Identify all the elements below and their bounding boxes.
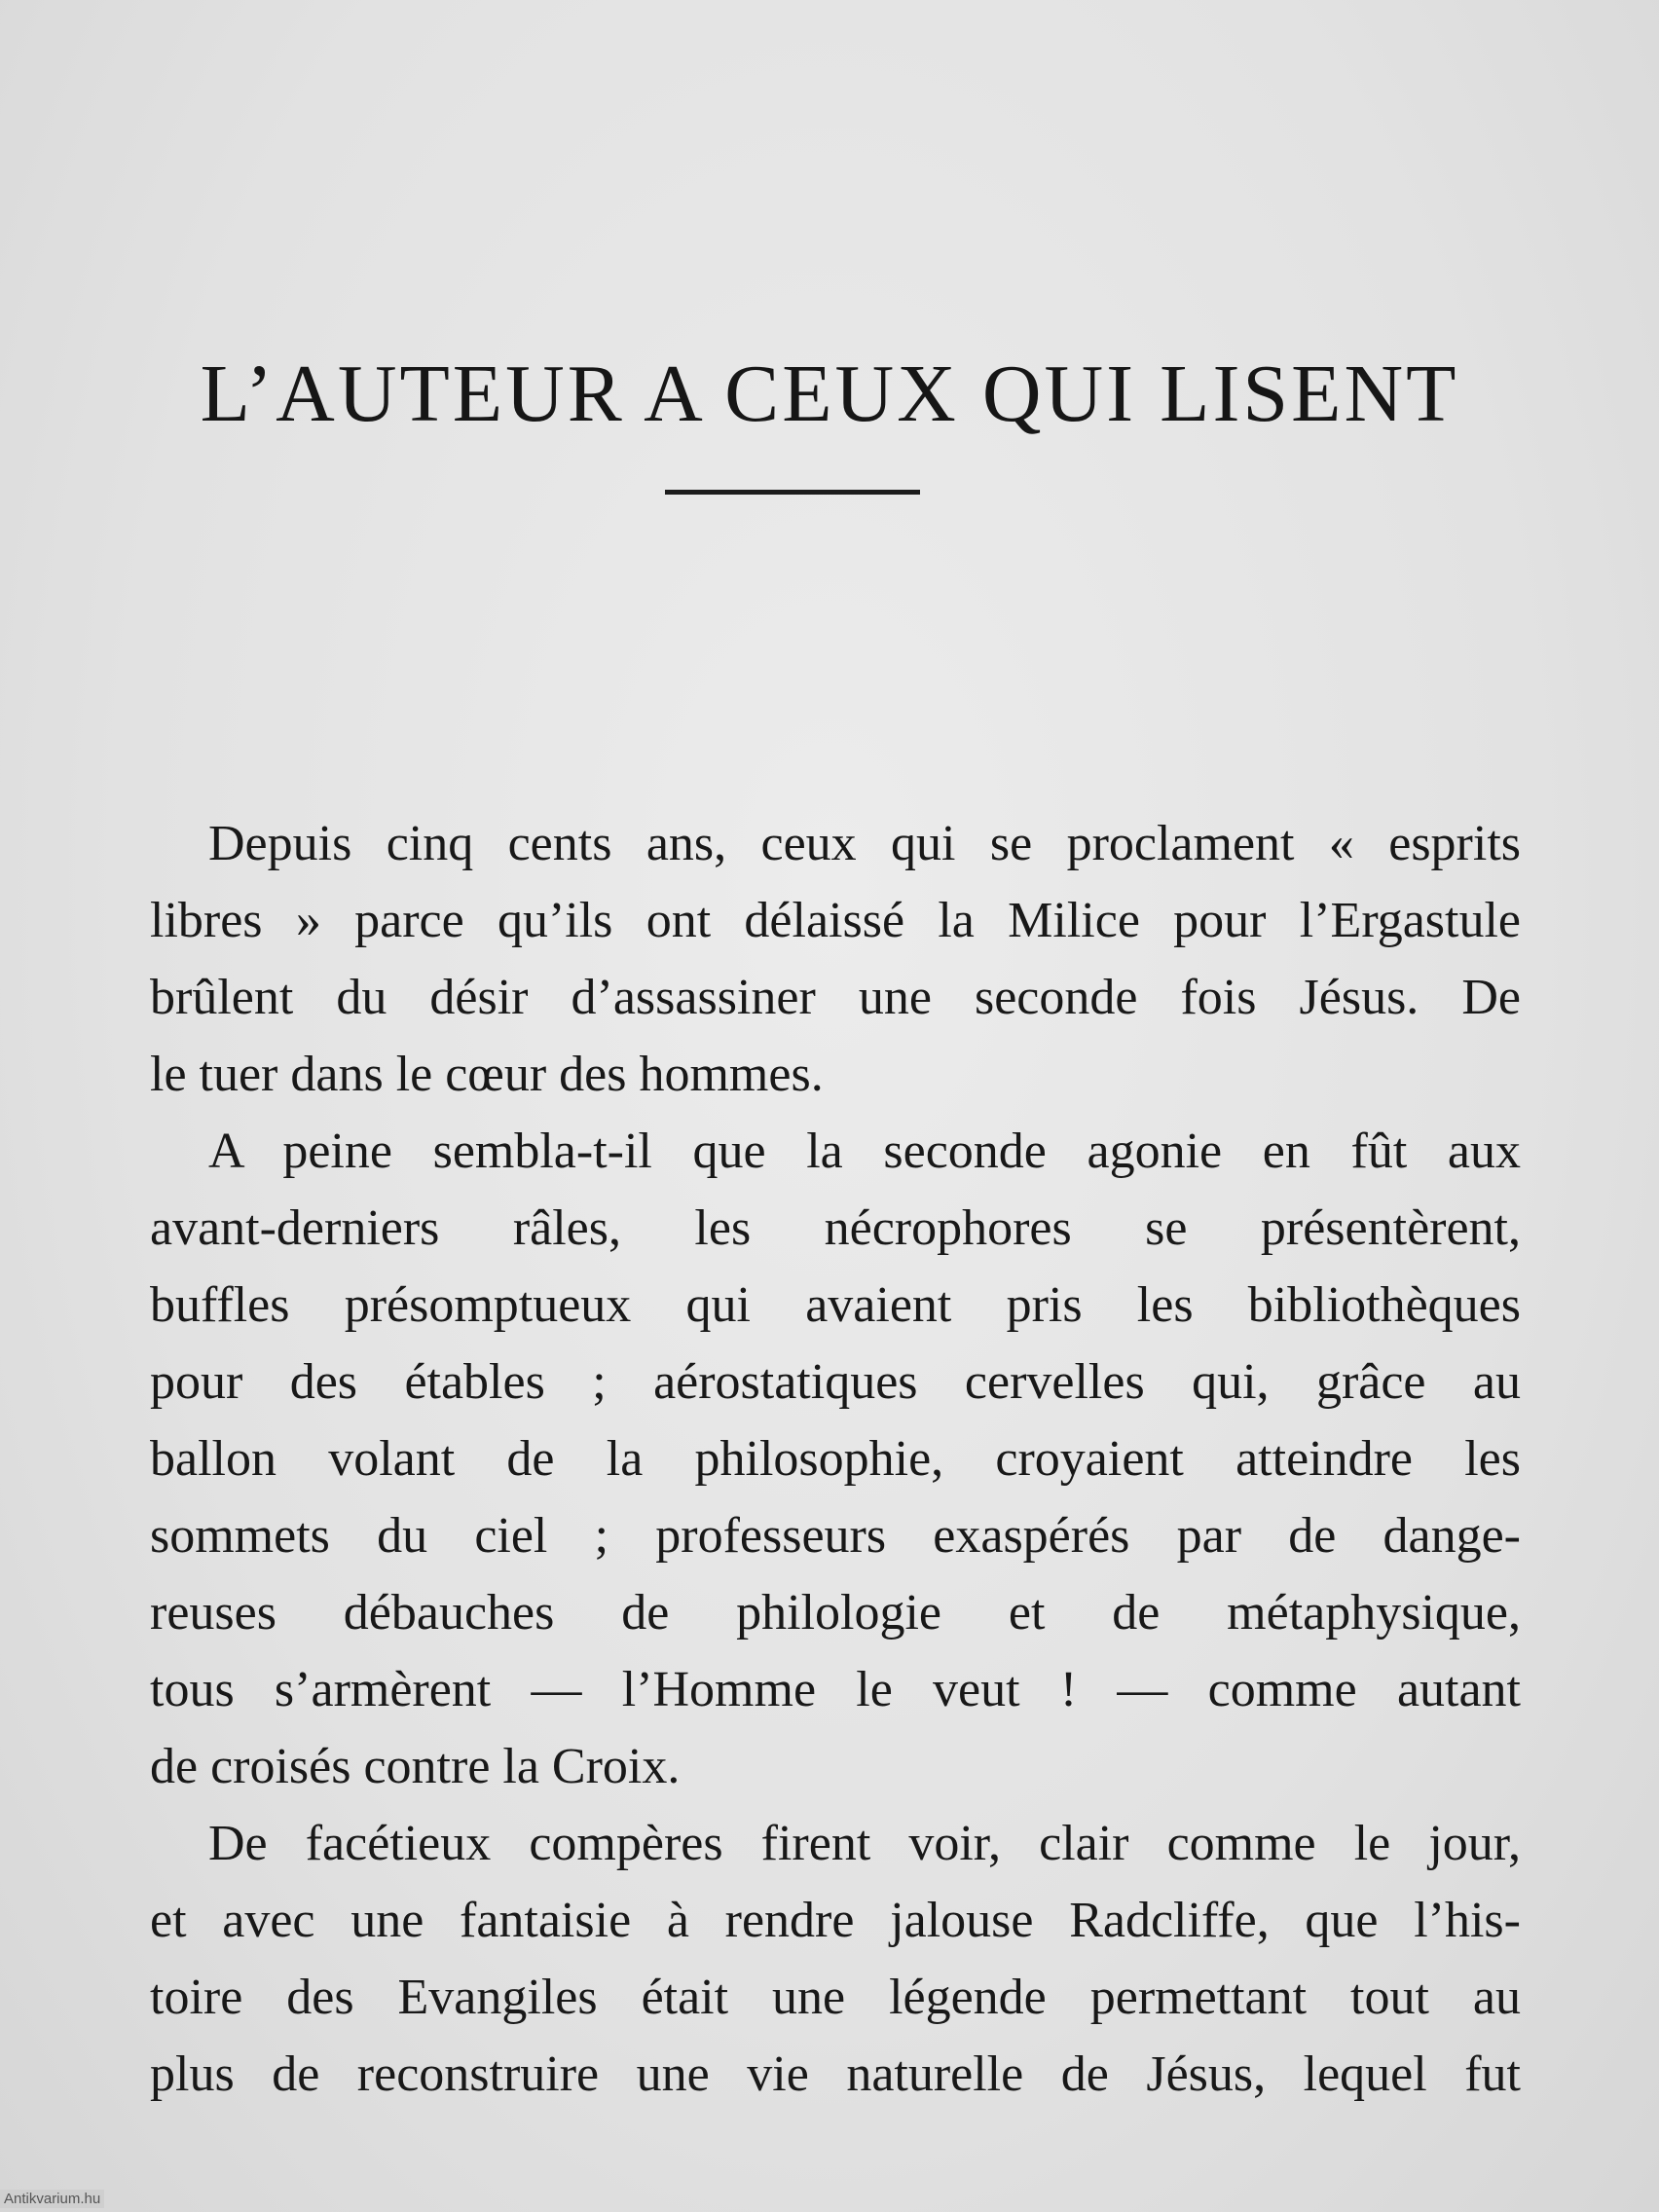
text-line: et avec une fantaisie à rendre jalouse Radcliffe, que l’his- (150, 1893, 1521, 1948)
watermark: Antikvarium.hu (0, 2190, 104, 2208)
text-line: reuses débauches de philologie et de métaphysique, (150, 1585, 1521, 1641)
text-line: plus de reconstruire une vie naturelle de Jésus, lequel fut (150, 2046, 1521, 2102)
text-line: Depuis cinq cents ans, ceux qui se proclament « esprits (208, 816, 1521, 871)
text-line: toire des Evangiles était une légende permettant tout au (150, 1970, 1521, 2025)
text-line: le tuer dans le cœur des hommes. (150, 1047, 824, 1102)
text-line: buffles présomptueux qui avaient pris les bibliothèques (150, 1277, 1521, 1333)
text-line: A peine sembla-t-il que la seconde agonie en fût aux (208, 1124, 1521, 1179)
paragraph-2 (90, 1113, 1521, 1805)
body-text (90, 805, 1521, 2113)
text-line: pour des étables ; aérostatiques cervelles qui, grâce au (150, 1354, 1521, 1410)
text-line: libres » parce qu’ils ont délaissé la Milice pour l’Ergastule (150, 893, 1521, 948)
text-line: sommets du ciel ; professeurs exaspérés par de dange- (150, 1508, 1521, 1564)
title-rule (665, 490, 920, 495)
text-line: de croisés contre la Croix. (150, 1739, 681, 1794)
text-line: ballon volant de la philosophie, croyaient atteindre les (150, 1431, 1521, 1487)
paragraph-3 (90, 1805, 1521, 2113)
text-line: tous s’armèrent — l’Homme le veut ! — comme autant (150, 1662, 1521, 1717)
text-line: avant-derniers râles, les nécrophores se présentèrent, (150, 1200, 1521, 1256)
paragraph-1 (90, 805, 1521, 1113)
chapter-title: L’AUTEUR A CEUX QUI LISENT (200, 349, 1459, 440)
text-line: De facétieux compères firent voir, clair comme le jour, (208, 1816, 1521, 1871)
text-line: brûlent du désir d’assassiner une seconde fois Jésus. De (150, 970, 1521, 1025)
